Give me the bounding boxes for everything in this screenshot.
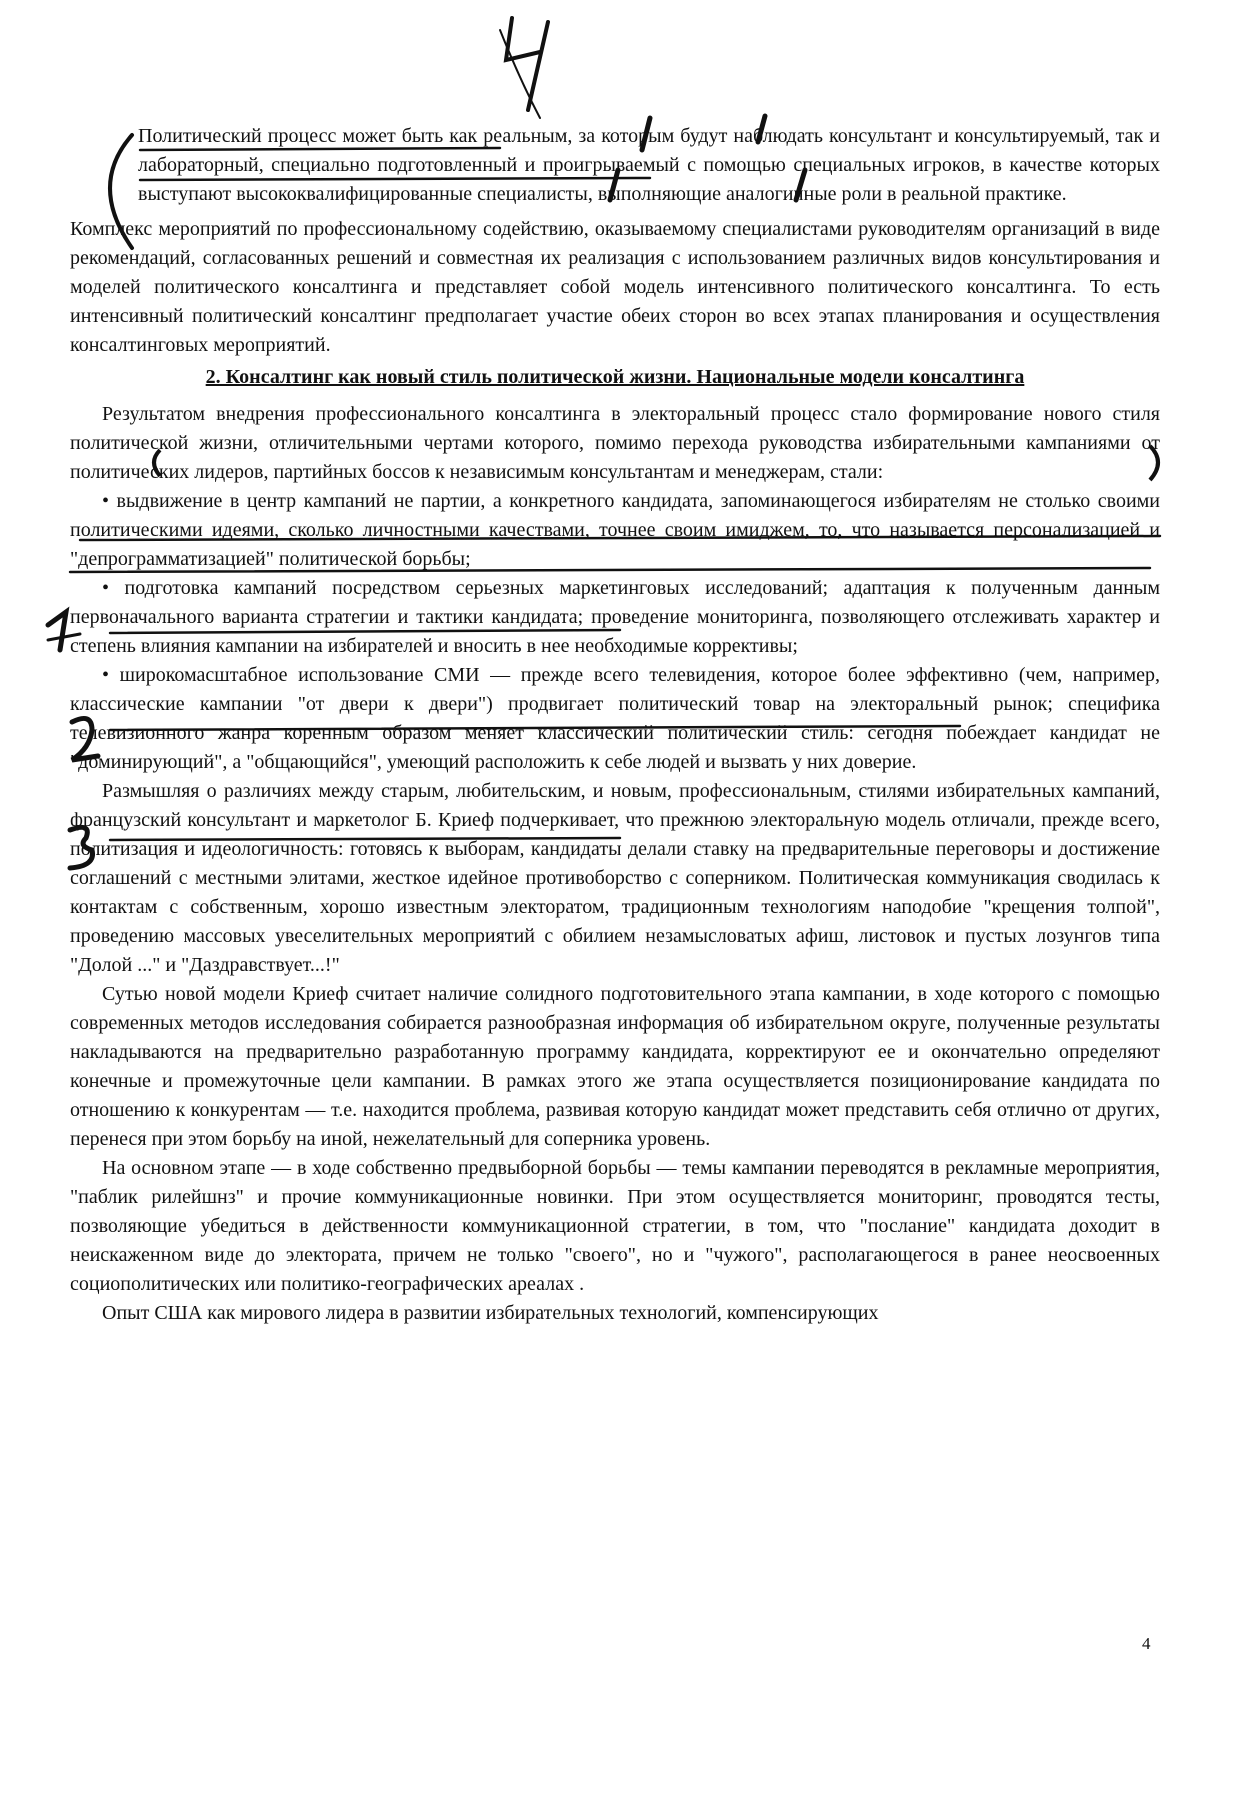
paragraph-3: Размышляя о различиях между старым, любительским, и новым, профессиональным, стилями избирательных кампаний, французский консультант и маркетолог Б. Криеф подчеркивает, что прежнюю электоральную модель отличали, прежде всего, политизация и идеологичность: готовясь к выборам, кандидаты делали ставку на предварительные переговоры и достижение соглашений с местными элитами, жесткое идейное противоборство с соперником. Политическая коммуникация сводилась к контактам с собственным, хорошо известным электоратом, традиционным технологиям наподобие "крещения толпой", проведению массовых увеселительных мероприятий с обилием незамысловатых афиш, листовок и пустых лозунгов типа "Долой ..." и "Даздравствует...!" bbox=[70, 780, 1160, 976]
section-heading: 2. Консалтинг как новый стиль политической жизни. Национальные модели консалтинга bbox=[205, 366, 1025, 388]
page-number: 4 bbox=[1142, 1634, 1151, 1653]
bullet-1: • выдвижение в центр кампаний не партии, а конкретного кандидата, запоминающегося избирателям не столько своими политическими идеями, сколько личностными качествами, точнее своим имиджем, то, что называется персонализацией и "депрограмматизацией" политической борьбы; bbox=[70, 490, 1160, 570]
bullet-3: • широкомасштабное использование СМИ — прежде всего телевидения, которое более эффективно (чем, например, классические кампании "от двери к двери") продвигает политический товар на электоральный рынок; специфика телевизионного жанра коренным образом меняет классический политический стиль: сегодня побеждает кандидат не "доминирующий", а "общающийся", умеющий расположить к себе людей и вызвать у них доверие. bbox=[70, 664, 1160, 773]
bullet-2: • подготовка кампаний посредством серьезных маркетинговых исследований; адаптация к полученным данным первоначального варианта стратегии и тактики кандидата; проведение мониторинга, позволяющего отслеживать характер и степень влияния кампании на избирателей и вносить в нее необходимые коррективы; bbox=[70, 577, 1160, 657]
intro-paragraph: Политический процесс может быть как реальным, за которым будут наблюдать консультант и консультируемый, так и лабораторный, специально подготовленный и проигрываемый с помощью специальных игроков, в качестве которых выступают высококвалифицированные специалисты, выполняющие аналогичные роли в реальной практике. bbox=[138, 125, 1160, 205]
main-text bbox=[70, 122, 1160, 1328]
paragraph-4: Сутью новой модели Криеф считает наличие солидного подготовительного этапа кампании, в ходе которого с помощью современных методов исследования собирается разнообразная информация об избирательном округе, полученные результаты накладываются на предварительно разработанную программу кандидата, корректируют ее и окончательно определяют конечные и промежуточные цели кампании. В рамках этого же этапа осуществляется позиционирование кандидата по отношению к конкурентам — т.е. находится проблема, развивая которую кандидат может представить себя отлично от других, перенеся при этом борьбу на иной, нежелательный для соперника уровень. bbox=[70, 983, 1160, 1150]
paragraph-5: На основном этапе — в ходе собственно предвыборной борьбы — темы кампании переводятся в рекламные мероприятия, "паблик рилейшнз" и прочие коммуникационные новинки. При этом осуществляется мониторинг, проводятся тесты, позволяющие убедиться в действенности коммуникационной стратегии, в том, что "послание" кандидата доходит в неискаженном виде до электората, причем не только "своего", но и "чужого", располагающегося в ранее неосвоенных социополитических или политико-географических ареалах . bbox=[70, 1157, 1160, 1295]
paragraph-2: Результатом внедрения профессионального консалтинга в электоральный процесс стало формирование нового стиля политической жизни, отличительными чертами которого, помимо перехода руководства избирательными кампаниями от политических лидеров, партийных боссов к независимым консультантам и менеджерам, стали: bbox=[70, 403, 1160, 483]
paragraph-6: Опыт США как мирового лидера в развитии избирательных технологий, компенсирующих bbox=[102, 1302, 879, 1324]
paragraph-1: Комплекс мероприятий по профессиональному содействию, оказываемому специалистами руководителям организаций в виде рекомендаций, согласованных решений и совместная их реализация с использованием различных видов консультирования и моделей политического консалтинга и представляет собой модель интенсивного политического консалтинга. То есть интенсивный политический консалтинг предполагает участие обеих сторон во всех этапах планирования и осуществления консалтинговых мероприятий. bbox=[70, 218, 1160, 356]
